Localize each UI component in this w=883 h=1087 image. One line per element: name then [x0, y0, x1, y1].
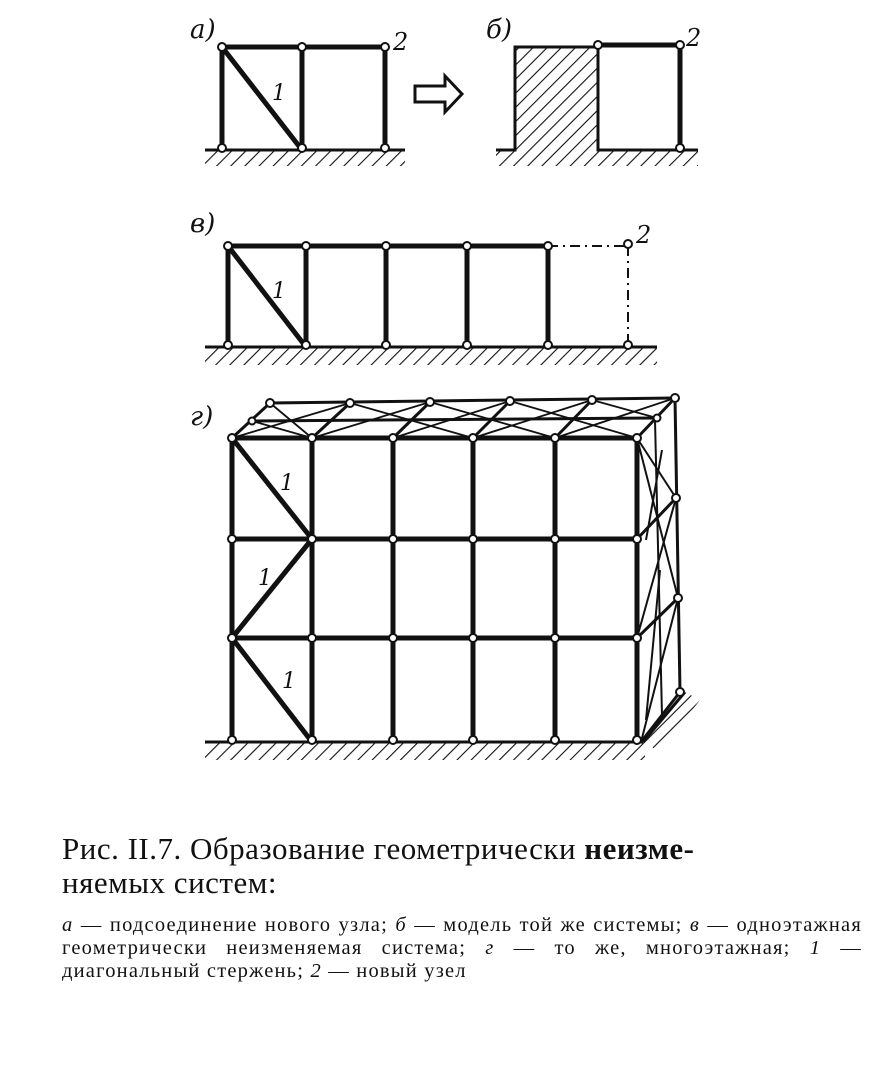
- panel-g-ground-hatch: [205, 742, 645, 760]
- panel-a: [190, 15, 408, 166]
- legend-key-a: а: [62, 914, 74, 936]
- legend-key-v: в: [689, 914, 701, 936]
- panel-a-diagonal-label: 1: [272, 81, 286, 106]
- panel-g-diagonal-3: [232, 638, 312, 742]
- panel-g: [190, 394, 700, 760]
- panel-v: [190, 209, 657, 365]
- caption-title-regular: Рис. II.7. Образование геометрически: [62, 831, 585, 866]
- legend-key-g: г: [485, 937, 495, 959]
- panel-v-diagonal-label: 1: [272, 279, 286, 304]
- panel-g-diagonal-1: [232, 438, 312, 539]
- caption-title: [62, 832, 862, 900]
- legend-text-2: — новый узел: [321, 960, 467, 982]
- panel-g-diagonal-2a: [232, 539, 312, 638]
- legend-text-v: — одноэтажная геометрически неизменяемая система;: [62, 914, 862, 959]
- legend-text-a: — подсоединение нового узла;: [73, 914, 396, 936]
- panel-g-label: г): [190, 402, 214, 432]
- panel-b: [486, 15, 701, 166]
- panel-g-diagonal-label-3: 1: [282, 669, 296, 694]
- panel-v-ground-hatch: [205, 347, 657, 365]
- panel-a-node-label: 2: [393, 28, 409, 56]
- panel-g-diagonal-label-1: 1: [280, 471, 294, 496]
- caption-title-bold: неизме-: [584, 831, 695, 866]
- caption-title-line2: няемых систем:: [62, 865, 277, 900]
- figure-caption: [62, 832, 862, 983]
- panel-b-node-label: 2: [686, 24, 702, 52]
- panel-b-label: б): [486, 15, 513, 45]
- panel-a-label: а): [190, 15, 216, 45]
- panel-v-diagonal: [228, 246, 306, 347]
- legend-text-1: — диагональный стержень;: [62, 937, 862, 982]
- legend-key-2: 2: [310, 960, 322, 982]
- panel-a-ground-hatch: [205, 150, 405, 166]
- panel-v-node-label: 2: [636, 221, 652, 249]
- legend-text-g: — то же, многоэтажная;: [494, 937, 810, 959]
- legend-key-1: 1: [809, 937, 822, 959]
- transform-arrow-icon: [415, 76, 462, 112]
- panel-g-diagonal-label-2: 1: [258, 566, 272, 591]
- legend-key-b: б: [395, 914, 407, 936]
- caption-legend: [62, 914, 862, 983]
- panel-a-diagonal: [222, 47, 302, 150]
- panel-v-label: в): [190, 209, 216, 239]
- legend-text-b: — модель той же системы;: [406, 914, 690, 936]
